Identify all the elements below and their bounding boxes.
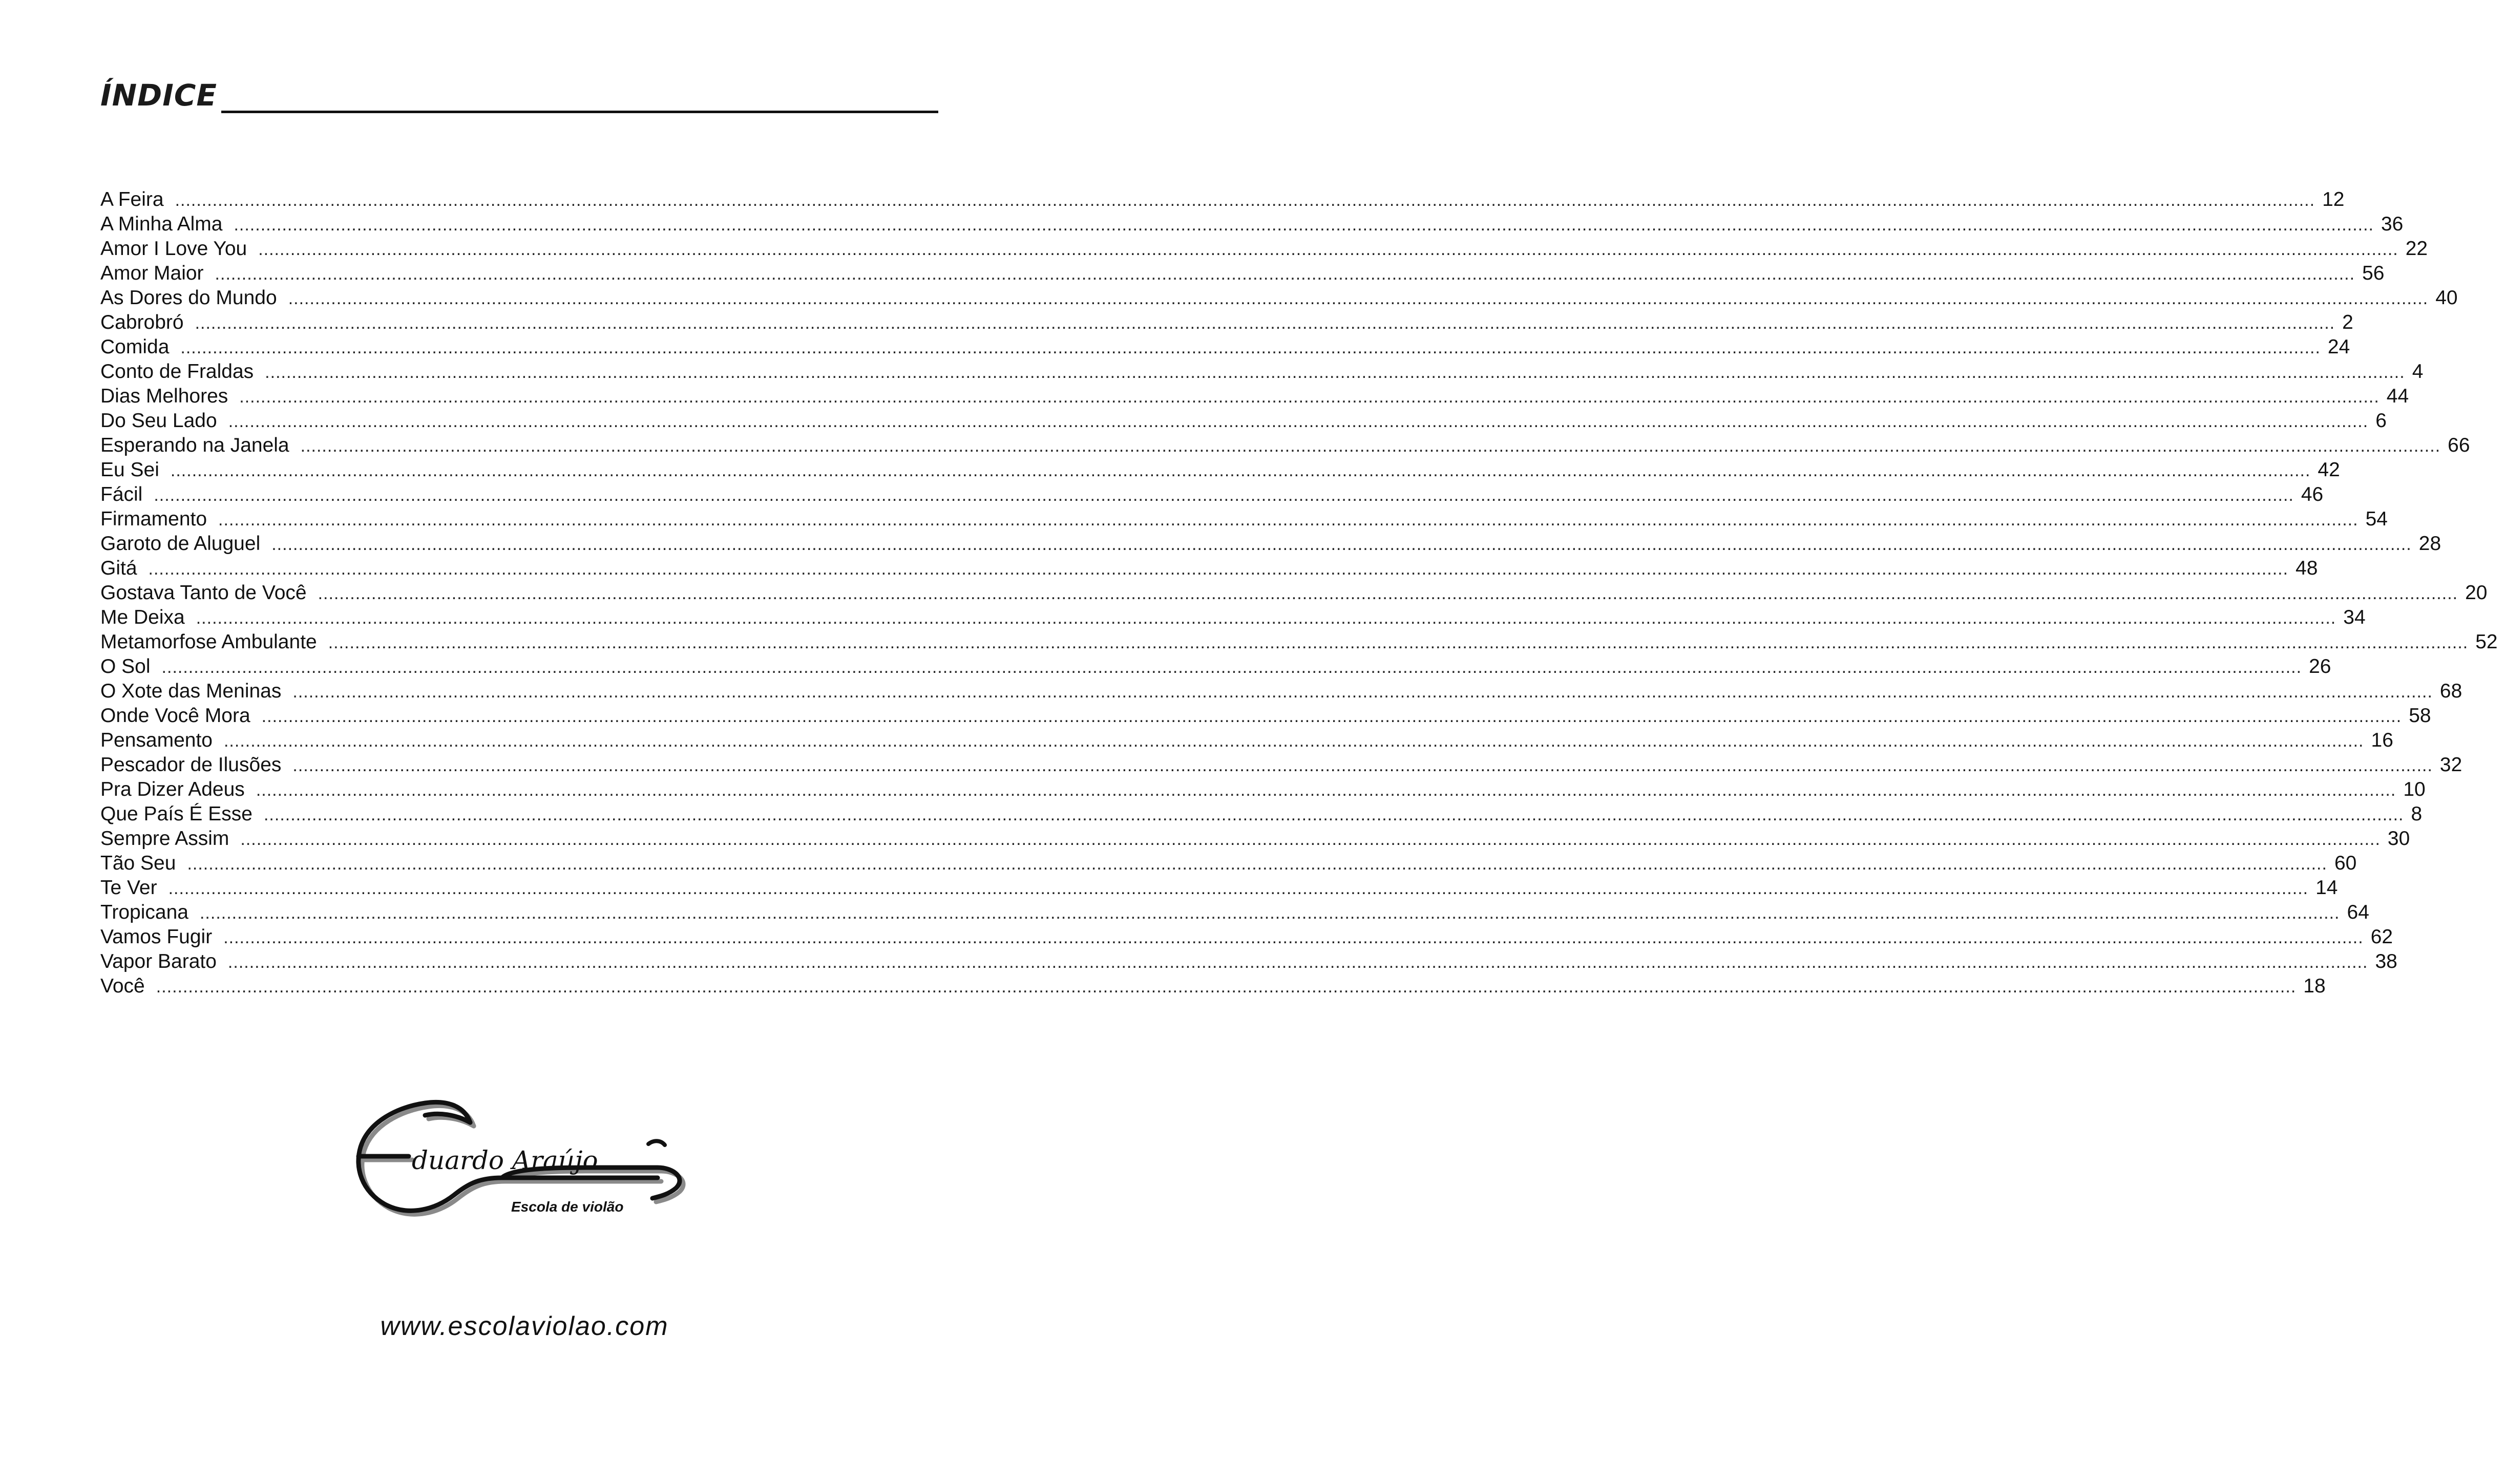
- toc-entry-title: Comida: [100, 336, 170, 358]
- toc-entry-title: Sempre Assim: [100, 828, 229, 850]
- toc-entry[interactable]: [100, 704, 2431, 728]
- toc-dot-leader: ................................................................................................................................................................................................................................................................................................................................................................................................................: [180, 338, 2321, 357]
- toc-entry[interactable]: [100, 974, 2326, 999]
- toc-dot-leader: ................................................................................................................................................................................................................................................................................................................................................................................................................: [234, 215, 2374, 235]
- toc-entry[interactable]: [100, 433, 2470, 458]
- toc-entry-title: Vapor Barato: [100, 950, 217, 972]
- toc-entry-page: 54: [2365, 508, 2388, 530]
- toc-dot-leader: ................................................................................................................................................................................................................................................................................................................................................................................................................: [239, 387, 2379, 407]
- toc-entry[interactable]: [100, 949, 2397, 974]
- toc-dot-leader: ................................................................................................................................................................................................................................................................................................................................................................................................................: [199, 903, 2340, 923]
- toc-entry-page: 30: [2387, 828, 2410, 850]
- toc-entry-title: Você: [100, 975, 145, 997]
- toc-entry-title: Firmamento: [100, 508, 207, 530]
- toc-dot-leader: ................................................................................................................................................................................................................................................................................................................................................................................................................: [261, 707, 2402, 726]
- toc-entry[interactable]: [100, 286, 2458, 310]
- toc-entry[interactable]: [100, 507, 2388, 532]
- toc-entry-title: Metamorfose Ambulante: [100, 631, 317, 653]
- toc-dot-leader: ................................................................................................................................................................................................................................................................................................................................................................................................................: [318, 584, 2458, 603]
- toc-entry-page: 48: [2296, 557, 2318, 579]
- toc-entry-title: Amor I Love You: [100, 238, 247, 260]
- school-logo: [348, 1091, 676, 1234]
- toc-entry[interactable]: [100, 876, 2338, 900]
- toc-entry[interactable]: [100, 532, 2441, 556]
- toc-entry-page: 16: [2371, 729, 2393, 751]
- toc-dot-leader: ................................................................................................................................................................................................................................................................................................................................................................................................................: [227, 952, 2368, 972]
- toc-entry[interactable]: [100, 359, 2424, 384]
- toc-entry[interactable]: [100, 777, 2426, 802]
- toc-dot-leader: ................................................................................................................................................................................................................................................................................................................................................................................................................: [328, 633, 2469, 652]
- toc-dot-leader: ................................................................................................................................................................................................................................................................................................................................................................................................................: [170, 461, 2311, 480]
- toc-entry[interactable]: [100, 556, 2318, 581]
- toc-dot-leader: ................................................................................................................................................................................................................................................................................................................................................................................................................: [195, 313, 2335, 333]
- toc-dot-leader: ................................................................................................................................................................................................................................................................................................................................................................................................................: [218, 510, 2358, 529]
- toc-entry[interactable]: [100, 679, 2462, 704]
- toc-entry[interactable]: [100, 900, 2369, 925]
- website-url[interactable]: www.escolaviolao.com: [380, 1311, 669, 1341]
- toc-entry-page: 12: [2322, 188, 2345, 210]
- toc-dot-leader: ................................................................................................................................................................................................................................................................................................................................................................................................................: [288, 289, 2429, 308]
- toc-entry-title: Tão Seu: [100, 852, 176, 874]
- toc-entry-page: 40: [2435, 287, 2458, 309]
- toc-entry-page: 36: [2381, 213, 2404, 235]
- toc-dot-leader: ................................................................................................................................................................................................................................................................................................................................................................................................................: [196, 608, 2336, 628]
- toc-entry[interactable]: [100, 925, 2393, 949]
- toc-entry-title: Vamos Fugir: [100, 926, 213, 948]
- toc-entry-page: 62: [2370, 926, 2393, 948]
- toc-entry-title: Tropicana: [100, 901, 188, 923]
- toc-entry-page: 14: [2315, 877, 2338, 899]
- toc-dot-leader: ................................................................................................................................................................................................................................................................................................................................................................................................................: [223, 731, 2364, 751]
- toc-dot-leader: ................................................................................................................................................................................................................................................................................................................................................................................................................: [156, 977, 2297, 997]
- toc-entry[interactable]: [100, 310, 2353, 335]
- toc-dot-leader: ................................................................................................................................................................................................................................................................................................................................................................................................................: [271, 535, 2412, 554]
- toc-entry-page: 64: [2347, 901, 2369, 923]
- toc-dot-leader: ................................................................................................................................................................................................................................................................................................................................................................................................................: [215, 264, 2355, 284]
- toc-dot-leader: ................................................................................................................................................................................................................................................................................................................................................................................................................: [240, 830, 2381, 849]
- toc-entry[interactable]: [100, 458, 2340, 482]
- toc-entry[interactable]: [100, 802, 2423, 826]
- toc-entry-page: 18: [2303, 975, 2326, 997]
- toc-entry-title: Fácil: [100, 483, 143, 505]
- toc-entry-title: O Sol: [100, 655, 151, 677]
- toc-entry-title: Conto de Fraldas: [100, 361, 254, 383]
- toc-entry-page: 58: [2409, 705, 2431, 727]
- toc-entry-title: Te Ver: [100, 877, 157, 899]
- toc-entry[interactable]: [100, 753, 2462, 777]
- toc-dot-leader: ................................................................................................................................................................................................................................................................................................................................................................................................................: [228, 412, 2369, 431]
- toc-entry[interactable]: [100, 581, 2488, 605]
- toc-entry[interactable]: [100, 654, 2331, 679]
- toc-dot-leader: ................................................................................................................................................................................................................................................................................................................................................................................................................: [168, 879, 2309, 898]
- toc-entry[interactable]: [100, 630, 2498, 654]
- toc-entry-page: 4: [2412, 361, 2424, 383]
- toc-dot-leader: ................................................................................................................................................................................................................................................................................................................................................................................................................: [292, 756, 2433, 775]
- title-rule: [221, 111, 938, 113]
- toc-entry-page: 20: [2465, 582, 2488, 604]
- toc-entry[interactable]: [100, 187, 2345, 212]
- toc-dot-leader: ................................................................................................................................................................................................................................................................................................................................................................................................................: [223, 928, 2364, 947]
- toc-entry[interactable]: [100, 409, 2387, 433]
- toc-entry-title: Me Deixa: [100, 606, 185, 628]
- toc-entry-title: Pra Dizer Adeus: [100, 778, 245, 800]
- toc-entry[interactable]: [100, 261, 2385, 286]
- toc-entry-title: Eu Sei: [100, 459, 159, 481]
- toc-entry-title: A Minha Alma: [100, 213, 223, 235]
- toc-entry-title: Do Seu Lado: [100, 410, 217, 432]
- toc-dot-leader: ................................................................................................................................................................................................................................................................................................................................................................................................................: [292, 682, 2433, 702]
- toc-entry-title: A Feira: [100, 188, 164, 210]
- toc-entry-title: Cabrobró: [100, 311, 184, 333]
- toc-dot-leader: ................................................................................................................................................................................................................................................................................................................................................................................................................: [263, 805, 2404, 824]
- toc-entry-page: 10: [2403, 778, 2426, 800]
- logo-subtitle: Escola de violão: [511, 1199, 624, 1215]
- toc-entry-page: 24: [2327, 336, 2350, 358]
- toc-entry[interactable]: [100, 212, 2404, 237]
- toc-entry-title: Dias Melhores: [100, 385, 228, 407]
- toc-entry-page: 52: [2475, 631, 2498, 653]
- toc-dot-leader: ................................................................................................................................................................................................................................................................................................................................................................................................................: [175, 190, 2315, 210]
- toc-entry-title: Onde Você Mora: [100, 705, 250, 727]
- toc-entry-title: O Xote das Meninas: [100, 680, 282, 702]
- toc-entry-page: 34: [2343, 606, 2366, 628]
- page-header: [100, 77, 938, 114]
- toc-entry[interactable]: [100, 237, 2428, 261]
- toc-entry-page: 26: [2309, 655, 2331, 677]
- toc-entry[interactable]: [100, 605, 2366, 630]
- toc-dot-leader: ................................................................................................................................................................................................................................................................................................................................................................................................................: [148, 559, 2289, 579]
- toc-entry[interactable]: [100, 384, 2409, 409]
- toc-entry-title: Amor Maior: [100, 262, 204, 284]
- toc-entry-page: 38: [2375, 950, 2397, 972]
- toc-dot-leader: ................................................................................................................................................................................................................................................................................................................................................................................................................: [265, 363, 2405, 382]
- toc-entry-page: 2: [2342, 311, 2353, 333]
- toc-entry-page: 22: [2405, 238, 2428, 260]
- toc-entry-page: 32: [2439, 754, 2462, 776]
- toc-entry-title: Garoto de Aluguel: [100, 533, 261, 555]
- toc-entry-title: As Dores do Mundo: [100, 287, 277, 309]
- toc-entry-page: 56: [2362, 262, 2385, 284]
- toc-entry-title: Que País É Esse: [100, 803, 252, 825]
- toc-entry-title: Pescador de Ilusões: [100, 754, 282, 776]
- toc-dot-leader: ................................................................................................................................................................................................................................................................................................................................................................................................................: [258, 240, 2398, 259]
- toc-entry[interactable]: [100, 482, 2324, 507]
- toc-entry-page: 42: [2318, 459, 2340, 481]
- toc-entry-page: 44: [2386, 385, 2409, 407]
- toc-entry[interactable]: [100, 728, 2393, 753]
- toc-entry-title: Esperando na Janela: [100, 434, 289, 456]
- page-title: ÍNDICE: [100, 78, 218, 113]
- table-of-contents: [100, 187, 2498, 999]
- logo-name: duardo Araújo: [412, 1146, 598, 1175]
- toc-dot-leader: ................................................................................................................................................................................................................................................................................................................................................................................................................: [154, 485, 2294, 505]
- toc-dot-leader: ................................................................................................................................................................................................................................................................................................................................................................................................................: [187, 854, 2327, 874]
- toc-entry[interactable]: [100, 826, 2410, 851]
- toc-entry-page: 6: [2375, 410, 2387, 432]
- toc-entry[interactable]: [100, 851, 2357, 876]
- toc-dot-leader: ................................................................................................................................................................................................................................................................................................................................................................................................................: [161, 658, 2302, 677]
- toc-entry-page: 28: [2418, 533, 2441, 555]
- toc-entry-title: Gitá: [100, 557, 137, 579]
- toc-entry-title: Pensamento: [100, 729, 213, 751]
- toc-entry-title: Gostava Tanto de Você: [100, 582, 307, 604]
- toc-entry-page: 46: [2301, 483, 2324, 505]
- toc-dot-leader: ................................................................................................................................................................................................................................................................................................................................................................................................................: [256, 780, 2396, 800]
- toc-entry-page: 68: [2439, 680, 2462, 702]
- toc-dot-leader: ................................................................................................................................................................................................................................................................................................................................................................................................................: [300, 436, 2441, 456]
- toc-entry-page: 8: [2411, 803, 2423, 825]
- toc-entry[interactable]: [100, 335, 2350, 359]
- toc-entry-page: 66: [2448, 434, 2470, 456]
- toc-entry-page: 60: [2334, 852, 2357, 874]
